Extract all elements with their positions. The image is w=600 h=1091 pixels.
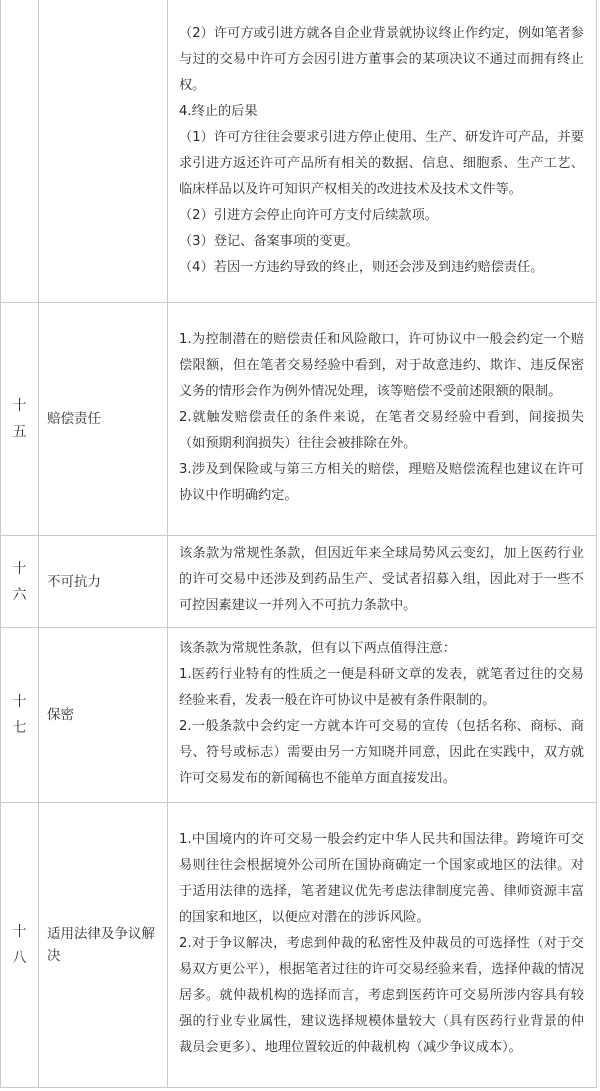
clause-number-char: 五 — [12, 424, 27, 440]
table-row-governing-law — [1, 803, 597, 1088]
clause-number-char: 十 — [12, 560, 27, 577]
clause-paragraph: （2）引进方会停止向许可方支付后续款项。 — [179, 207, 438, 223]
clause-number-char: 八 — [12, 950, 27, 966]
clause-number-cell — [1, 628, 39, 803]
clause-paragraph: 该条款为常规性条款，但有以下两点值得注意： — [179, 640, 456, 656]
clause-title: 不可抗力 — [39, 536, 168, 628]
table-row-force-majeure — [1, 536, 597, 628]
clause-number-char: 十 — [12, 398, 27, 414]
clause-paragraph: 1.医药行业特有的性质之一便是科研文章的发表，就笔者过往的交易经验来看，发表一般在许可协议中是被有条件限制的。 — [179, 666, 584, 708]
clause-number-char: 六 — [12, 586, 27, 603]
clause-title-cell — [39, 0, 168, 303]
table-row-indemnity — [1, 303, 597, 536]
clause-paragraph: （1）许可方往往会要求引进方停止使用、生产、研发许可产品，并要求引进方返还许可产品所有相关的数据、信息、细胞系、生产工艺、临床样品以及许可知识产权相关的改进技术及技术文件等。 — [179, 129, 584, 197]
clause-paragraph: 该条款为常规性条款，但因近年来全球局势风云变幻，加上医药行业的许可交易中还涉及到药品生产、受试者招募入组，因此对于一些不可控因素建议一并列入不可抗力条款中。 — [179, 546, 584, 613]
table-row-confidentiality — [1, 628, 597, 803]
clause-paragraph: 1.中国境内的许可交易一般会约定中华人民共和国法律。跨境许可交易则往往会根据境外公司所在国协商确定一个国家或地区的法律。对于适用法律的选择，笔者建议优先考虑法律制度完善、律师资源丰富的国家和地区，以便应对潜在的涉诉风险。 — [179, 831, 584, 925]
clause-title: 适用法律及争议解决 — [39, 803, 168, 1088]
clause-number-char: 十 — [12, 694, 27, 710]
table-row-termination-continued — [1, 0, 597, 303]
clause-content-cell — [168, 803, 597, 1088]
clause-paragraph: 3.涉及到保险或与第三方相关的赔偿，理赔及赔偿流程也建议在许可协议中作明确约定。 — [179, 461, 584, 503]
clause-paragraph: 2.一般条款中会约定一方就本许可交易的宣传（包括名称、商标、商号、符号或标志）需要由另一方知晓并同意，因此在实践中，双方就许可交易发布的新闻稿也不能单方面直接发出。 — [179, 718, 584, 786]
clause-content-cell — [168, 0, 597, 303]
clause-number-char: 七 — [12, 720, 27, 736]
clause-paragraph: 4.终止的后果 — [179, 103, 258, 119]
clause-content-cell — [168, 303, 597, 536]
clause-paragraph: （4）若因一方违约导致的终止，则还会涉及到违约赔偿责任。 — [179, 259, 544, 275]
clause-title: 赔偿责任 — [39, 303, 168, 536]
clause-number-cell — [1, 303, 39, 536]
clause-paragraph: （2）许可方或引进方就各自企业背景就协议终止作约定，例如笔者参与过的交易中许可方会因引进方董事会的某项决议不通过而拥有终止权。 — [179, 25, 584, 93]
clause-paragraph: （3）登记、备案事项的变更。 — [179, 233, 359, 249]
clause-content-cell — [168, 628, 597, 803]
clause-content-cell — [168, 536, 597, 628]
clause-number-cell — [1, 0, 39, 303]
clause-paragraph: 1.为控制潜在的赔偿责任和风险敞口，许可协议中一般会约定一个赔偿限额，但在笔者交易经验中看到，对于故意违约、欺诈、违反保密义务的情形会作为例外情况处理，该等赔偿不受前述限额的限制。 — [179, 331, 584, 399]
clause-paragraph: 2.就触发赔偿责任的条件来说，在笔者交易经验中看到，间接损失（如预期利润损失）往往会被排除在外。 — [179, 409, 584, 451]
clause-paragraph: 2.对于争议解决，考虑到仲裁的私密性及仲裁员的可选择性（对于交易双方更公平），根据笔者过往的许可交易经验来看，选择仲裁的情况居多。就仲裁机构的选择而言，考虑到医药许可交易所涉内容具有较强的行业专业属性，建议选择规模体量较大（具有医药行业背景的仲裁员会更多）、地理位置较近的仲裁机构（减少争议成本）。 — [179, 935, 584, 1055]
clause-number-cell — [1, 536, 39, 628]
clause-number-cell — [1, 803, 39, 1088]
clause-title: 保密 — [39, 628, 168, 803]
clause-number-char: 十 — [12, 924, 27, 940]
